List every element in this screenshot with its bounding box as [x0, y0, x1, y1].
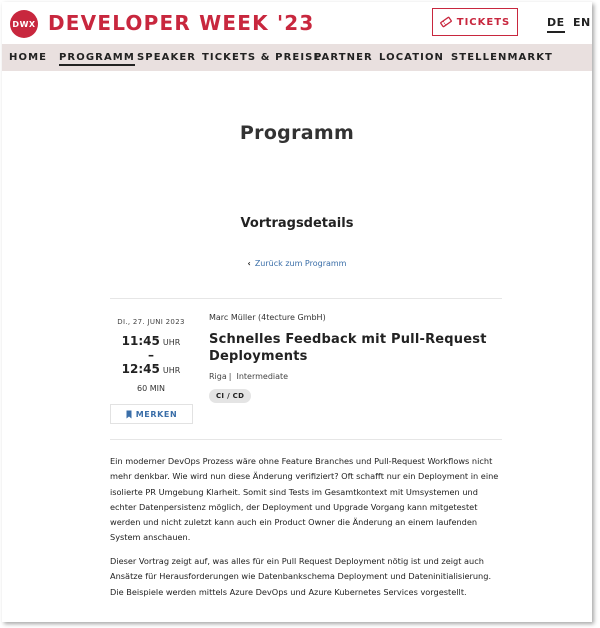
session-meta	[209, 372, 504, 381]
back-link-label: Zurück zum Programm	[254, 259, 347, 268]
language-en[interactable]: EN	[573, 16, 591, 29]
time-separator: –	[148, 348, 154, 362]
meta-separator: |	[228, 372, 232, 381]
language-de[interactable]: DE	[547, 16, 565, 33]
start-time-unit: UHR	[162, 338, 181, 347]
description-paragraph-2: Dieser Vortrag zeigt auf, was alles für ein Pull Request Deployment nötig ist und zeigt auch Ansätze für Herausforderungen wie Datenbankschema Deployment und Dateninitialisierung. Die Beispiele werden mittels Azure DevOps und Azure Kubernetes Services vorgestellt.	[110, 556, 492, 597]
ticket-icon	[440, 16, 452, 28]
chevron-left-icon: ‹	[247, 259, 251, 268]
back-link[interactable]	[2, 259, 592, 268]
start-time: 11:45	[121, 334, 160, 348]
talk-title: Schnelles Feedback mit Pull-Request Deployments	[209, 332, 487, 364]
section-title: Vortragsdetails	[240, 216, 354, 231]
session-end	[110, 362, 192, 376]
nav-item-location[interactable]: LOCATION	[379, 52, 445, 63]
tickets-button[interactable]	[432, 8, 518, 36]
bookmark-icon	[126, 410, 132, 419]
logo-badge[interactable]	[10, 10, 38, 38]
page-title: Programm	[239, 122, 355, 144]
end-time: 12:45	[121, 362, 160, 376]
merken-button[interactable]	[110, 404, 193, 424]
session-details	[209, 313, 504, 403]
topic-tag[interactable]: CI / CD	[209, 389, 251, 403]
session-duration: 60 MIN	[137, 384, 165, 393]
divider-top	[110, 298, 502, 299]
nav-item-programm[interactable]: PROGRAMM	[59, 52, 135, 66]
session-room: Riga	[209, 372, 227, 381]
nav-item-speaker[interactable]: SPEAKER	[137, 52, 197, 63]
merken-button-label: MERKEN	[135, 409, 178, 419]
nav-item-tickets-preise[interactable]: TICKETS & PREISE	[202, 52, 322, 63]
top-header	[2, 2, 592, 44]
nav-item-partner[interactable]: PARTNER	[314, 52, 373, 63]
end-time-unit: UHR	[162, 366, 181, 375]
session-time-block	[110, 318, 192, 393]
speaker-name[interactable]: Marc Müller (4tecture GmbH)	[209, 313, 326, 322]
session-date: DI., 27. JUNI 2023	[117, 318, 185, 326]
main-nav	[2, 44, 592, 71]
logo-title[interactable]: DEVELOPER WEEK '23	[48, 11, 315, 35]
divider-bottom	[110, 439, 502, 440]
page	[2, 2, 592, 622]
nav-item-home[interactable]: HOME	[9, 52, 48, 63]
logo-badge-text: DWX	[12, 19, 36, 29]
description-paragraph-1: Ein moderner DevOps Prozess wäre ohne Feature Branches und Pull-Request Workflows nicht mehr denkbar. Wie wird nun diese Änderung verifiziert? Oft schafft nur ein Deployment in eine isolierte PR Umgebung Klarheit. Somit sind Tests im Gesamtkontext mit Umsystemen und echter Datenpersistenz möglich, der Deployment und Upgrade Vorgang kann mitgetestet werden und nicht zuletzt kann auch ein Product Owner die Änderung an einem laufenden System anschauen.	[110, 456, 499, 543]
session-start	[110, 334, 192, 348]
session-level: Intermediate	[236, 372, 289, 381]
nav-item-stellenmarkt[interactable]: STELLENMARKT	[451, 52, 553, 63]
tickets-button-label: TICKETS	[456, 16, 511, 28]
